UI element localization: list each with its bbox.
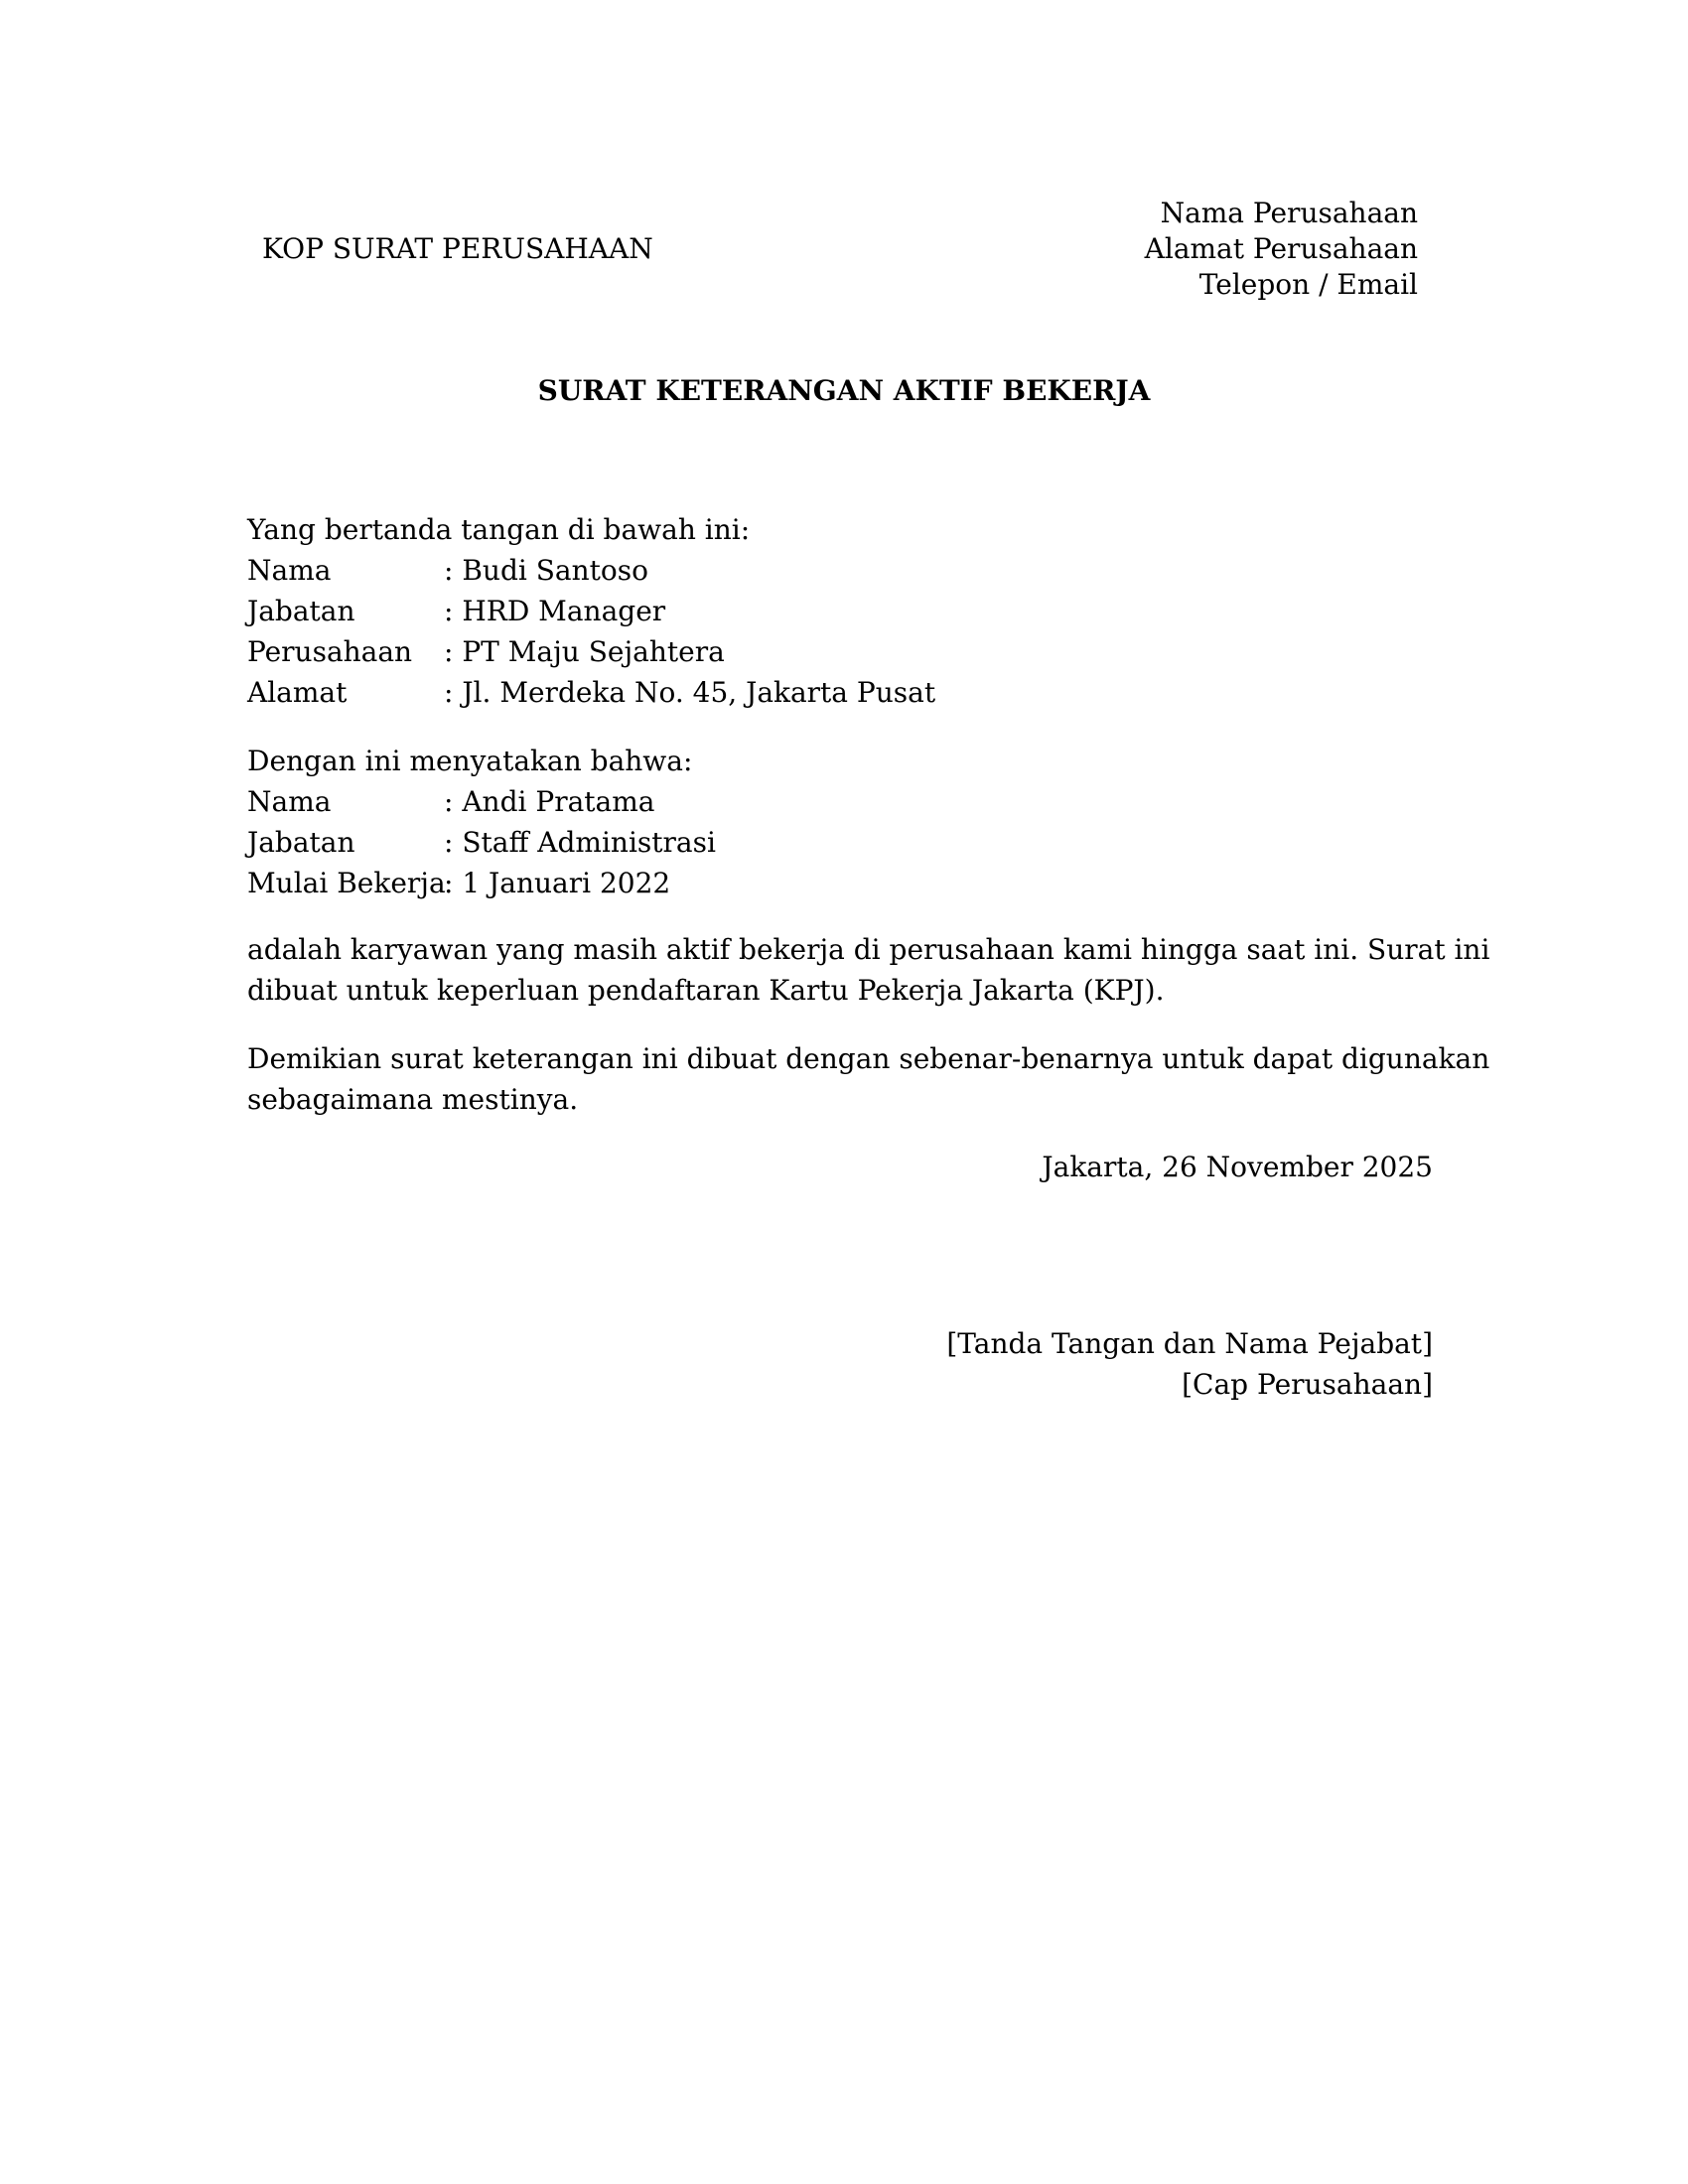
field-label: Jabatan [247, 826, 355, 859]
field-label: Alamat [247, 676, 348, 709]
company-name: Nama Perusahaan [1160, 197, 1418, 229]
field-value: : Staff Administrasi [444, 826, 716, 859]
signer-section [247, 509, 1439, 713]
signer-field-row [247, 591, 1439, 631]
field-value: : Andi Pratama [444, 785, 655, 818]
employee-field-row [247, 863, 1439, 903]
field-value: : PT Maju Sejahtera [444, 635, 725, 668]
employee-field-row [247, 822, 1439, 863]
paragraph-line: Demikian surat keterangan ini dibuat dengan sebenar-benarnya untuk dapat digunakan [247, 1042, 1490, 1075]
employee-section [247, 741, 1439, 903]
letter-title: SURAT KETERANGAN AKTIF BEKERJA [537, 374, 1151, 407]
closing-paragraph [247, 1038, 1490, 1120]
field-value: : Jl. Merdeka No. 45, Jakarta Pusat [444, 676, 936, 709]
signer-field-row [247, 672, 1439, 713]
letterhead-placeholder: KOP SURAT PERUSAHAAN [262, 232, 653, 265]
field-value: : Budi Santoso [444, 554, 648, 587]
signer-field-row [247, 631, 1439, 672]
signature-block [946, 1323, 1433, 1405]
stamp-placeholder: [Cap Perusahaan] [1182, 1368, 1433, 1401]
paragraph-line: dibuat untuk keperluan pendaftaran Kartu Pekerja Jakarta (KPJ). [247, 974, 1165, 1007]
field-label: Perusahaan [247, 635, 413, 668]
field-label: Nama [247, 785, 332, 818]
field-label: Nama [247, 554, 332, 587]
company-contact: Telepon / Email [1198, 268, 1418, 301]
field-label: Jabatan [247, 595, 355, 627]
signature-placeholder: [Tanda Tangan dan Nama Pejabat] [946, 1327, 1433, 1360]
field-value: : HRD Manager [444, 595, 666, 627]
signer-field-row [247, 550, 1439, 591]
statement-paragraph [247, 929, 1490, 1011]
paragraph-line: sebagaimana mestinya. [247, 1083, 579, 1116]
field-value: : 1 Januari 2022 [444, 867, 671, 899]
company-info [1145, 196, 1418, 303]
company-address: Alamat Perusahaan [1144, 232, 1418, 265]
paragraph-line: adalah karyawan yang masih aktif bekerja di perusahaan kami hingga saat ini. Surat ini [247, 933, 1490, 966]
employee-field-row [247, 781, 1439, 822]
field-label: Mulai Bekerja [247, 867, 446, 899]
employee-intro: Dengan ini menyatakan bahwa: [247, 745, 693, 777]
letter-date: Jakarta, 26 November 2025 [1042, 1151, 1433, 1183]
signer-intro: Yang bertanda tangan di bawah ini: [247, 513, 751, 546]
